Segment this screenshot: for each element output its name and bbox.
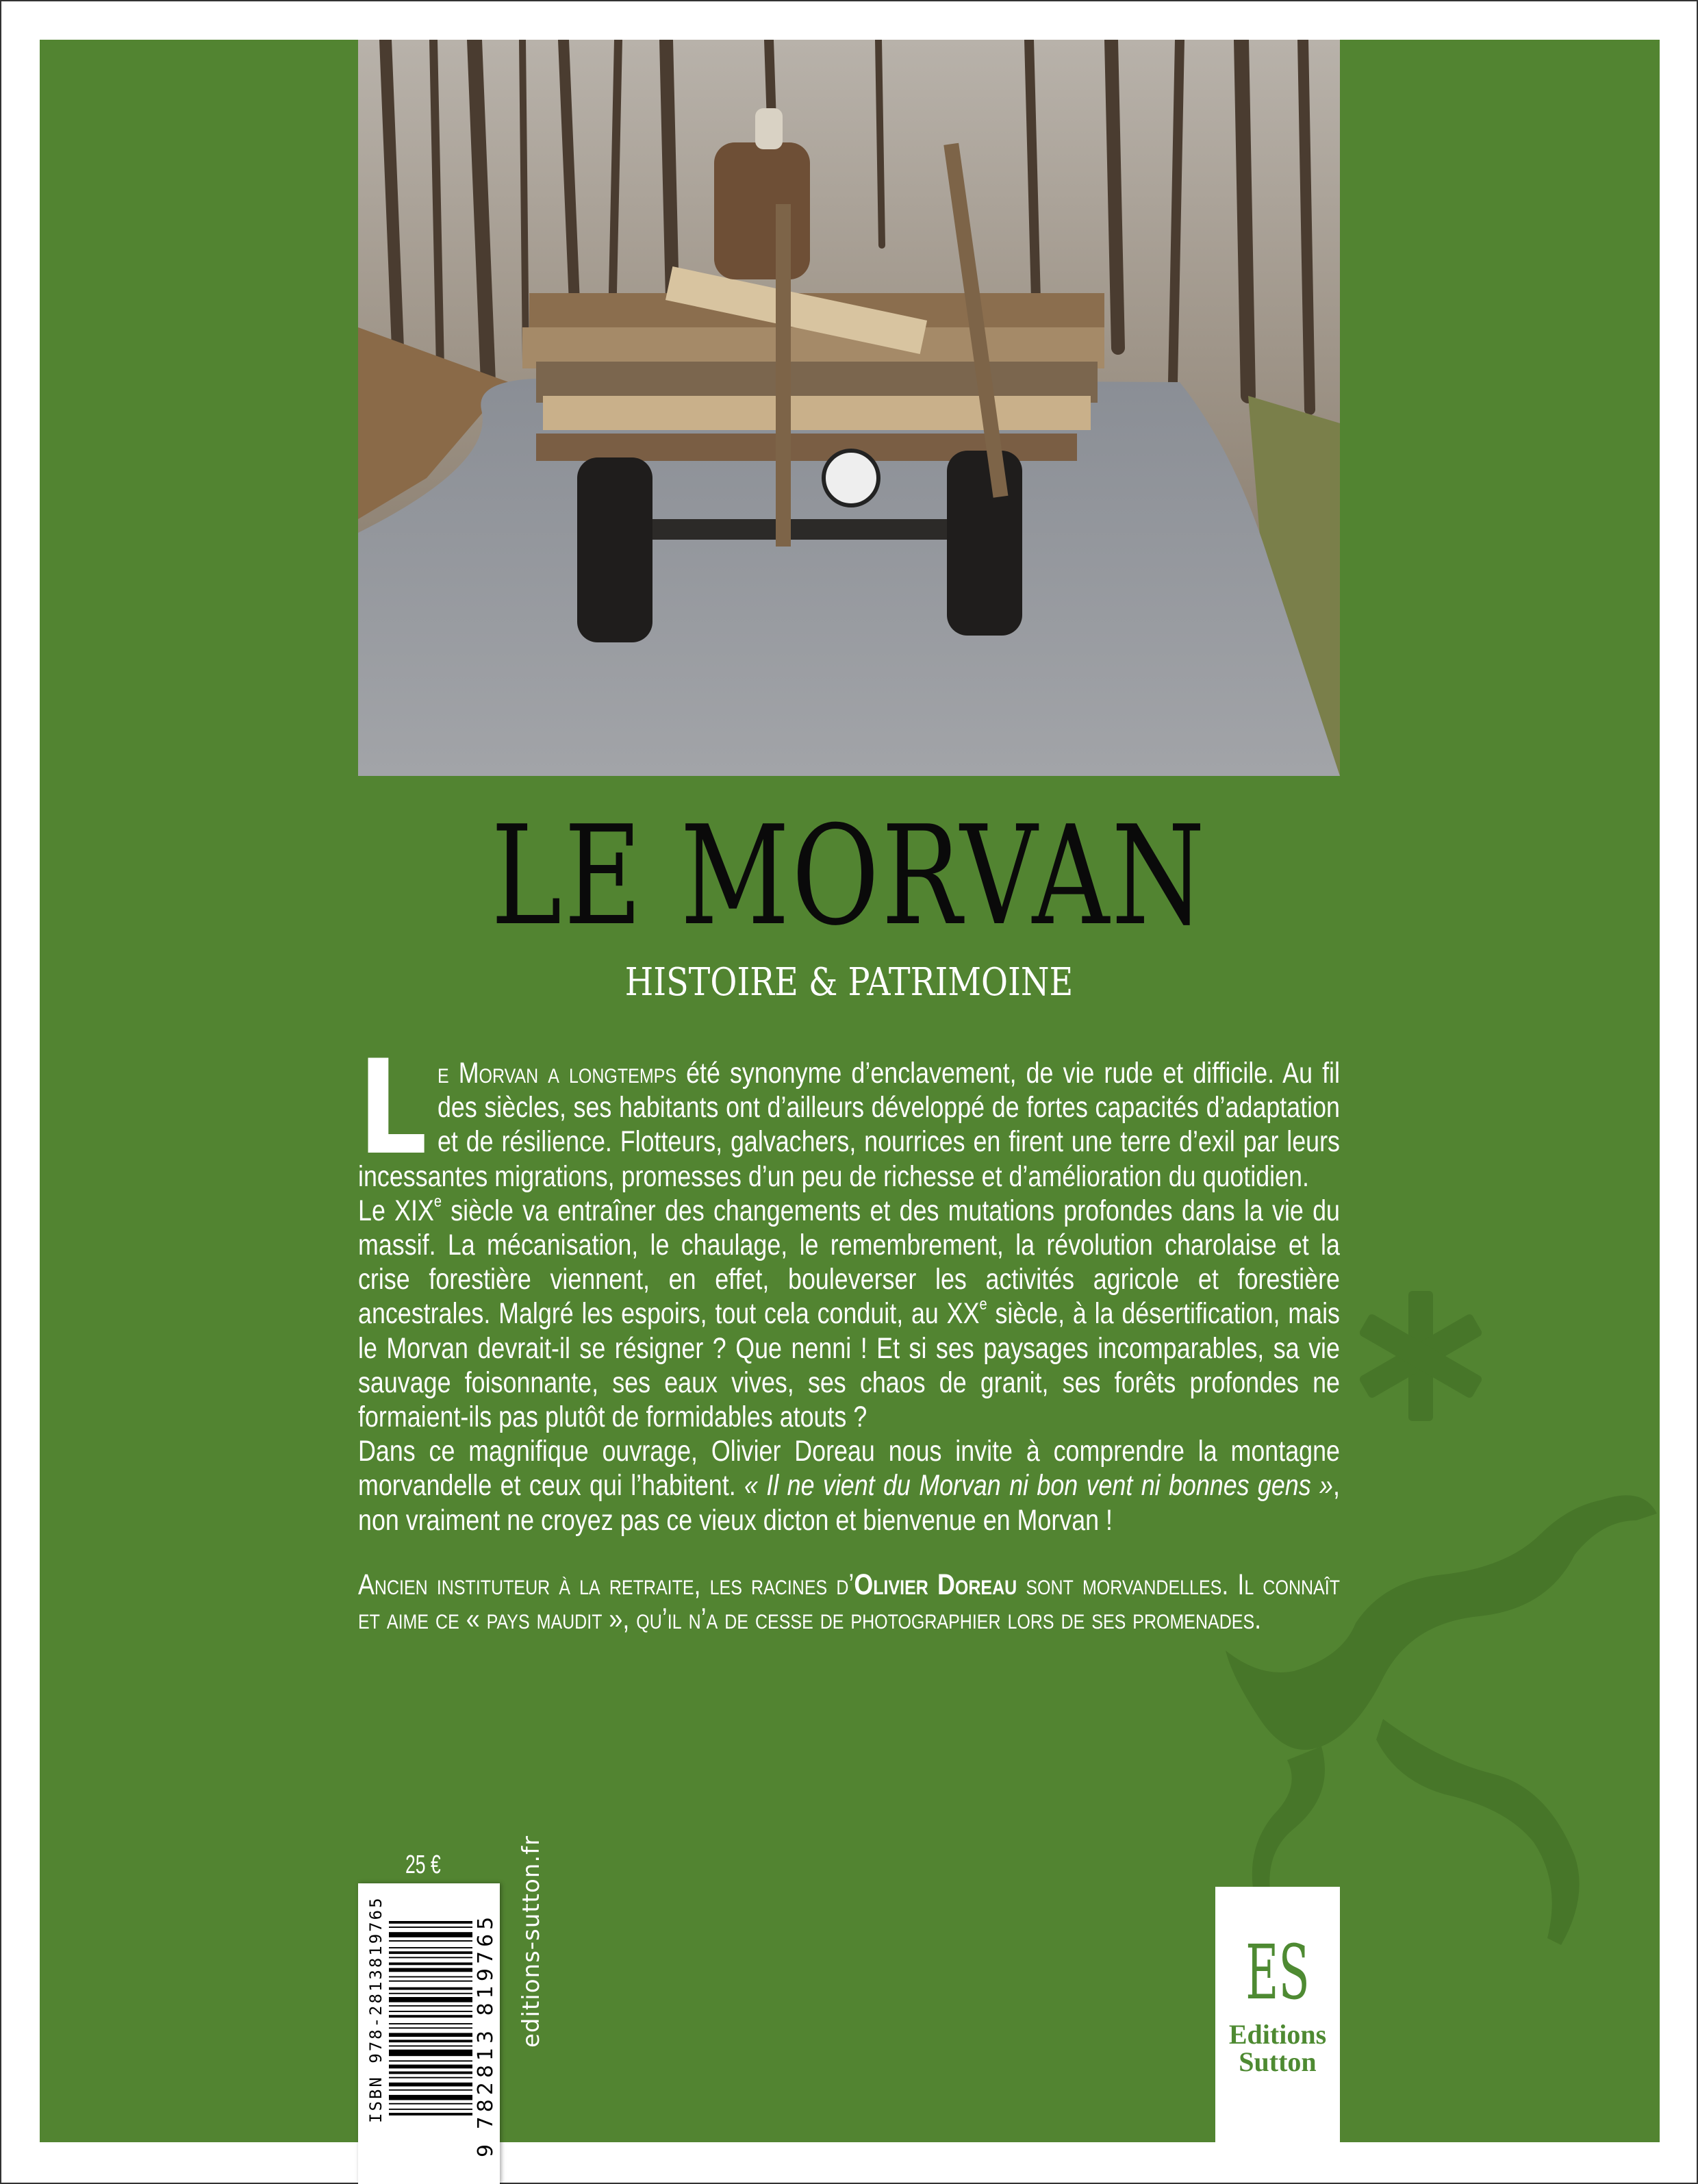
barcode-bar <box>389 2050 472 2057</box>
barcode-bar <box>389 1926 472 1928</box>
text-run: siècle va entraîner des changements et des mutations profondes dans la vie du massif. La mécanisation, le chaulage, le remembrement, la révolution charolaise et la crise forestière viennent, en effet, bouleverser les activités agricole et forestière ancestrales. Malgré les espoirs, tout cela conduit, au XX <box>358 1194 1340 1331</box>
text-run: Le XIX <box>358 1194 434 1227</box>
barcode-bar <box>389 2089 472 2091</box>
text-run: Ancien instituteur à la retraite, les racines d’ <box>358 1568 854 1601</box>
isbn-text: ISBN 978-2813819765 <box>366 1896 385 2123</box>
barcode-bar <box>389 1993 472 1994</box>
asterisk-ornament-icon <box>1352 1288 1489 1428</box>
blurb-paragraph-3 <box>358 1434 1340 1537</box>
barcode-bar <box>389 1957 472 1958</box>
barcode-bar <box>389 1997 472 2003</box>
barcode-bar <box>389 1921 472 1924</box>
barcode-bar <box>389 2077 472 2079</box>
barcode-bar <box>389 1981 472 1982</box>
barcode-bar <box>389 2015 472 2018</box>
barcode-bar <box>389 2065 472 2069</box>
barcode-bar <box>389 2039 472 2042</box>
barcode-bar <box>389 2027 472 2029</box>
barcode-bar <box>389 2095 472 2100</box>
barcode-bar <box>389 2023 472 2024</box>
barcode-bar <box>389 2005 472 2007</box>
text-run: Dans ce magnifique ouvrage, Olivier Doreau nous invite à comprendre la montagne morvandelle et ceux qui l’habitent. <box>358 1435 1340 1503</box>
author-bio <box>358 1568 1340 1636</box>
text-run: , non vraiment ne croyez pas ce vieux dicton et bienvenue en Morvan ! <box>358 1469 1340 1537</box>
superscript: e <box>979 1295 987 1314</box>
cover-photo-tractor-with-logs <box>358 40 1340 776</box>
quote: « Il ne vient du Morvan ni bon vent ni bonnes gens » <box>744 1469 1333 1503</box>
barcode-bar <box>389 2060 472 2061</box>
barcode-bar <box>389 1968 472 1972</box>
barcode-bar <box>389 1932 472 1937</box>
barcode-bar <box>389 2033 472 2037</box>
blurb-lead: e Morvan a longtemps <box>437 1057 677 1090</box>
barcode-bar <box>389 2046 472 2047</box>
text-run: sont morvandelles. Il connaît et aime ce « pays maudit », qu’il n’a de cesse de photographier lors de ses promenades. <box>358 1568 1340 1635</box>
barcode-bar <box>389 2011 472 2012</box>
book-subtitle: HISTOIRE & PATRIMOINE <box>624 960 1074 1005</box>
blurb-paragraph-1: été synonyme d’enclavement, de vie rude et difficile. Au fil des siècles, ses habitants ont d’ailleurs développé de fortes capacités d’adaptation et de résilience. Flotteurs, galvachers, nourrices en firent une terre d’exil par leurs incessantes migrations, promesses d’un peu de richesse et d’amélioration du quotidien. <box>358 1057 1340 1193</box>
barcode-bar <box>389 1987 472 1990</box>
drop-cap: L <box>358 1032 427 1183</box>
barcode-bar <box>389 2072 472 2074</box>
barcode-bar <box>389 1963 472 1966</box>
barcode-bar <box>389 1951 472 1954</box>
publisher-name-line1: Editions <box>1228 2019 1327 2050</box>
barcode <box>389 1921 472 2147</box>
barcode-bar <box>389 2109 472 2110</box>
publisher-name <box>1215 2021 1340 2076</box>
price: 25 € <box>405 1850 441 1879</box>
barcode-label <box>358 1883 500 2184</box>
text-run: siècle, à la désertification, mais le Morvan devrait-il se résigner ? Que nenni ! Et si ses paysages incomparables, sa vie sauvage foisonnante, ses eaux vives, ses chaos de granit, ses forêts profondes ne formaient-ils pas plutôt de formidables atouts ? <box>358 1297 1340 1434</box>
barcode-digits: 9 782813 819765 <box>474 1912 498 2157</box>
barcode-bar <box>389 1940 472 1942</box>
publisher-website: editions-sutton.fr <box>518 1835 545 2048</box>
barcode-bar <box>389 2083 472 2087</box>
barcode-bar <box>389 1947 472 1948</box>
author-name: Olivier Doreau <box>854 1568 1017 1601</box>
publisher-name-line2: Sutton <box>1239 2046 1317 2077</box>
blurb-text <box>358 1032 1340 1537</box>
barcode-bar <box>389 2113 472 2116</box>
publisher-logo <box>1215 1887 1340 2142</box>
blurb-paragraph-2 <box>358 1194 1340 1434</box>
barcode-bar <box>389 1976 472 1978</box>
barcode-bar <box>389 2103 472 2105</box>
superscript: e <box>433 1192 442 1211</box>
book-title: LE MORVAN <box>491 796 1207 956</box>
publisher-monogram: ES <box>1245 1929 1310 2016</box>
